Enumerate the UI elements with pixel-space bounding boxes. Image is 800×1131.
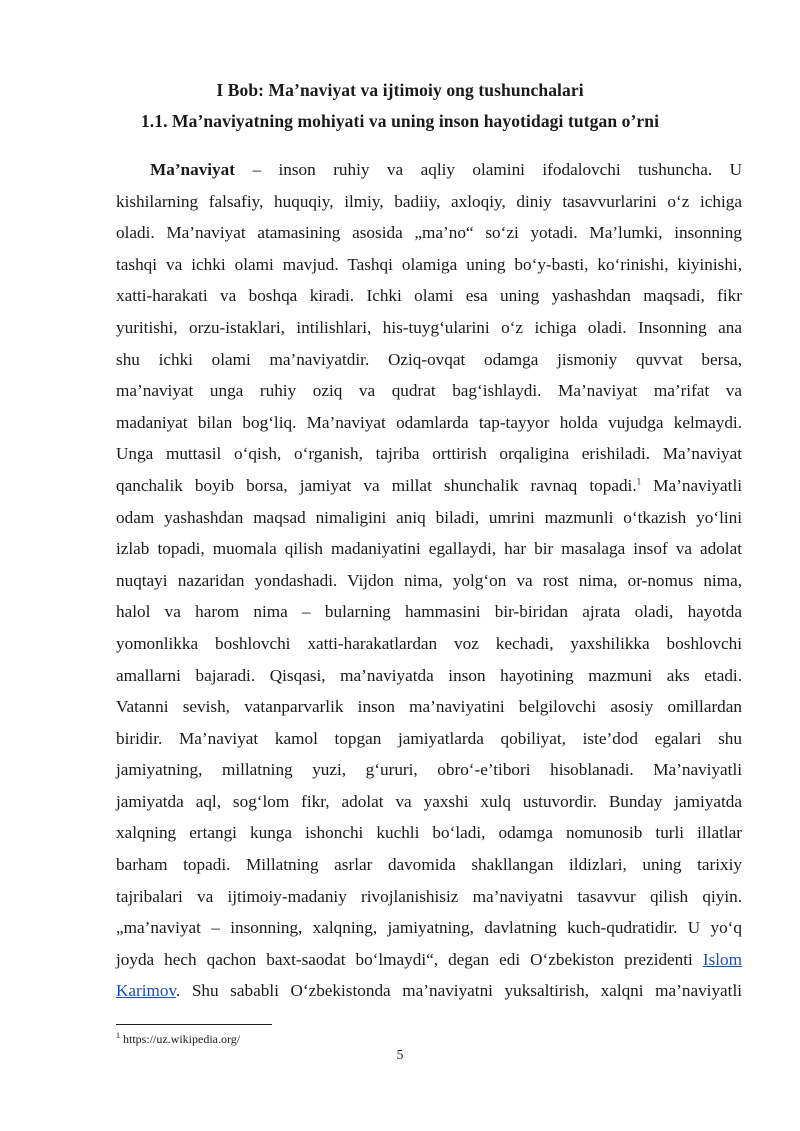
paragraph-line: amallarni bajaradi. Qisqasi, ma’naviyatda inson hayotining mazmuni aks etadi. [116, 665, 742, 685]
paragraph-line: Vatanni sevish, vatanparvarlik inson ma’naviyatini belgilovchi asosiy omillardan [116, 697, 742, 717]
footnote-reference[interactable]: 1 [636, 476, 642, 487]
paragraph-line: madaniyat bilan bog‘liq. Ma’naviyat odamlarda tap-tayyor holda vujudga kelmaydi. [116, 412, 742, 432]
paragraph-line: oladi. Ma’naviyat atamasining asosida „ma’no“ so‘zi yotadi. Ma’lumki, insonning [116, 223, 742, 243]
footnote-number: 1 [116, 1031, 120, 1040]
lead-term: Ma’naviyat [150, 160, 235, 179]
body-paragraph [116, 154, 742, 1007]
footnote-text: https://uz.wikipedia.org/ [120, 1032, 241, 1046]
paragraph-line: biridir. Ma’naviyat kamol topgan jamiyatlarda qobiliyat, iste’dod egalari shu [116, 728, 742, 748]
chapter-title: I Bob: Ma’naviyat va ijtimoiy ong tushunchalari [216, 80, 584, 100]
paragraph-line: barham topadi. Millatning asrlar davomida shakllangan ildizlari, uning tarixiy [116, 855, 742, 875]
paragraph-line: nuqtayi nazaridan yondashadi. Vijdon nima, yolg‘on va rost nima, or-nomus nima, [116, 570, 742, 590]
paragraph-line: jamiyatda aql, sog‘lom fikr, adolat va yaxshi xulq ustuvordir. Bunday jamiyatda [116, 791, 742, 811]
paragraph-line: halol va harom nima – bularning hammasini bir-biridan ajrata oladi, hayotda [116, 602, 742, 622]
section-title: 1.1. Ma’naviyatning mohiyati va uning inson hayotidagi tutgan o’rni [140, 111, 660, 131]
paragraph-line: yomonlikka boshlovchi xatti-harakatlardan voz kechadi, yaxshilikka boshlovchi [116, 633, 742, 653]
paragraph-line: Unga muttasil o‘qish, o‘rganish, tajriba orttirish orqaligina erishiladi. Ma’naviyat [116, 444, 742, 464]
paragraph-line: Karimov. Shu sababli O‘zbekistonda ma’naviyatni yuksaltirish, xalqni ma’naviyatli [116, 981, 742, 1001]
paragraph-line: odam yashashdan maqsad nimaligini aniq biladi, umrini mazmunli o‘tkazish yo‘lini [116, 507, 742, 527]
paragraph-line: jamiyatning, millatning yuzi, g‘ururi, obro‘-e’tibori hisoblanadi. Ma’naviyatli [116, 760, 742, 780]
footnote [116, 1031, 240, 1047]
paragraph-line: ma’naviyat unga ruhiy oziq va qudrat bag‘ishlaydi. Ma’naviyat ma’rifat va [116, 381, 742, 401]
footnote-separator [116, 1024, 272, 1025]
paragraph-line: tajribalari va ijtimoiy-madaniy rivojlanishisiz ma’naviyatni tasavvur qilish qiyin. [116, 886, 742, 906]
paragraph-line: „ma’naviyat – insonning, xalqning, jamiyatning, davlatning kuch-qudratidir. U yo‘q [116, 918, 742, 938]
islom-karimov-link-part1[interactable]: Islom [702, 949, 742, 969]
paragraph-line: shu ichki olami ma’naviyatdir. Oziq-ovqat odamga jismoniy quvvat bersa, [116, 349, 742, 369]
islom-karimov-link-part2[interactable]: Karimov [116, 981, 176, 1001]
paragraph-line: kishilarning falsafiy, huquqiy, ilmiy, badiiy, axloqiy, diniy tasavvurlarini o‘z ichiga [116, 191, 742, 211]
paragraph-line: qanchalik boyib borsa, jamiyat va millat shunchalik ravnaq topadi.$^1$ Ma’naviyatli [116, 475, 742, 495]
paragraph-line: tashqi va ichki olami mavjud. Tashqi olamiga uning bo‘y-basti, ko‘rinishi, kiyinishi, [116, 254, 742, 274]
paragraph-line: Ma’naviyat – inson ruhiy va aqliy olamini ifodalovchi tushuncha. U [150, 160, 742, 179]
page-number: 5 [396, 1047, 404, 1062]
paragraph-line: yuritishi, orzu-istaklari, intilishlari, his-tuyg‘ularini o‘z ichiga oladi. Insonning ana [116, 317, 742, 337]
paragraph-line: izlab topadi, muomala qilish madaniyatini egallaydi, har bir masalaga insof va adolat [116, 539, 742, 559]
paragraph-line: joyda hech qachon baxt-saodat bo‘lmaydi“, degan edi O‘zbekiston prezidenti Islom [116, 949, 742, 969]
paragraph-line: xatti-harakati va boshqa kiradi. Ichki olami esa uning yashashdan maqsadi, fikr [116, 286, 742, 306]
paragraph-line: xalqning ertangi kunga ishonchi kuchli bo‘ladi, odamga nomunosib turli illatlar [116, 823, 742, 843]
